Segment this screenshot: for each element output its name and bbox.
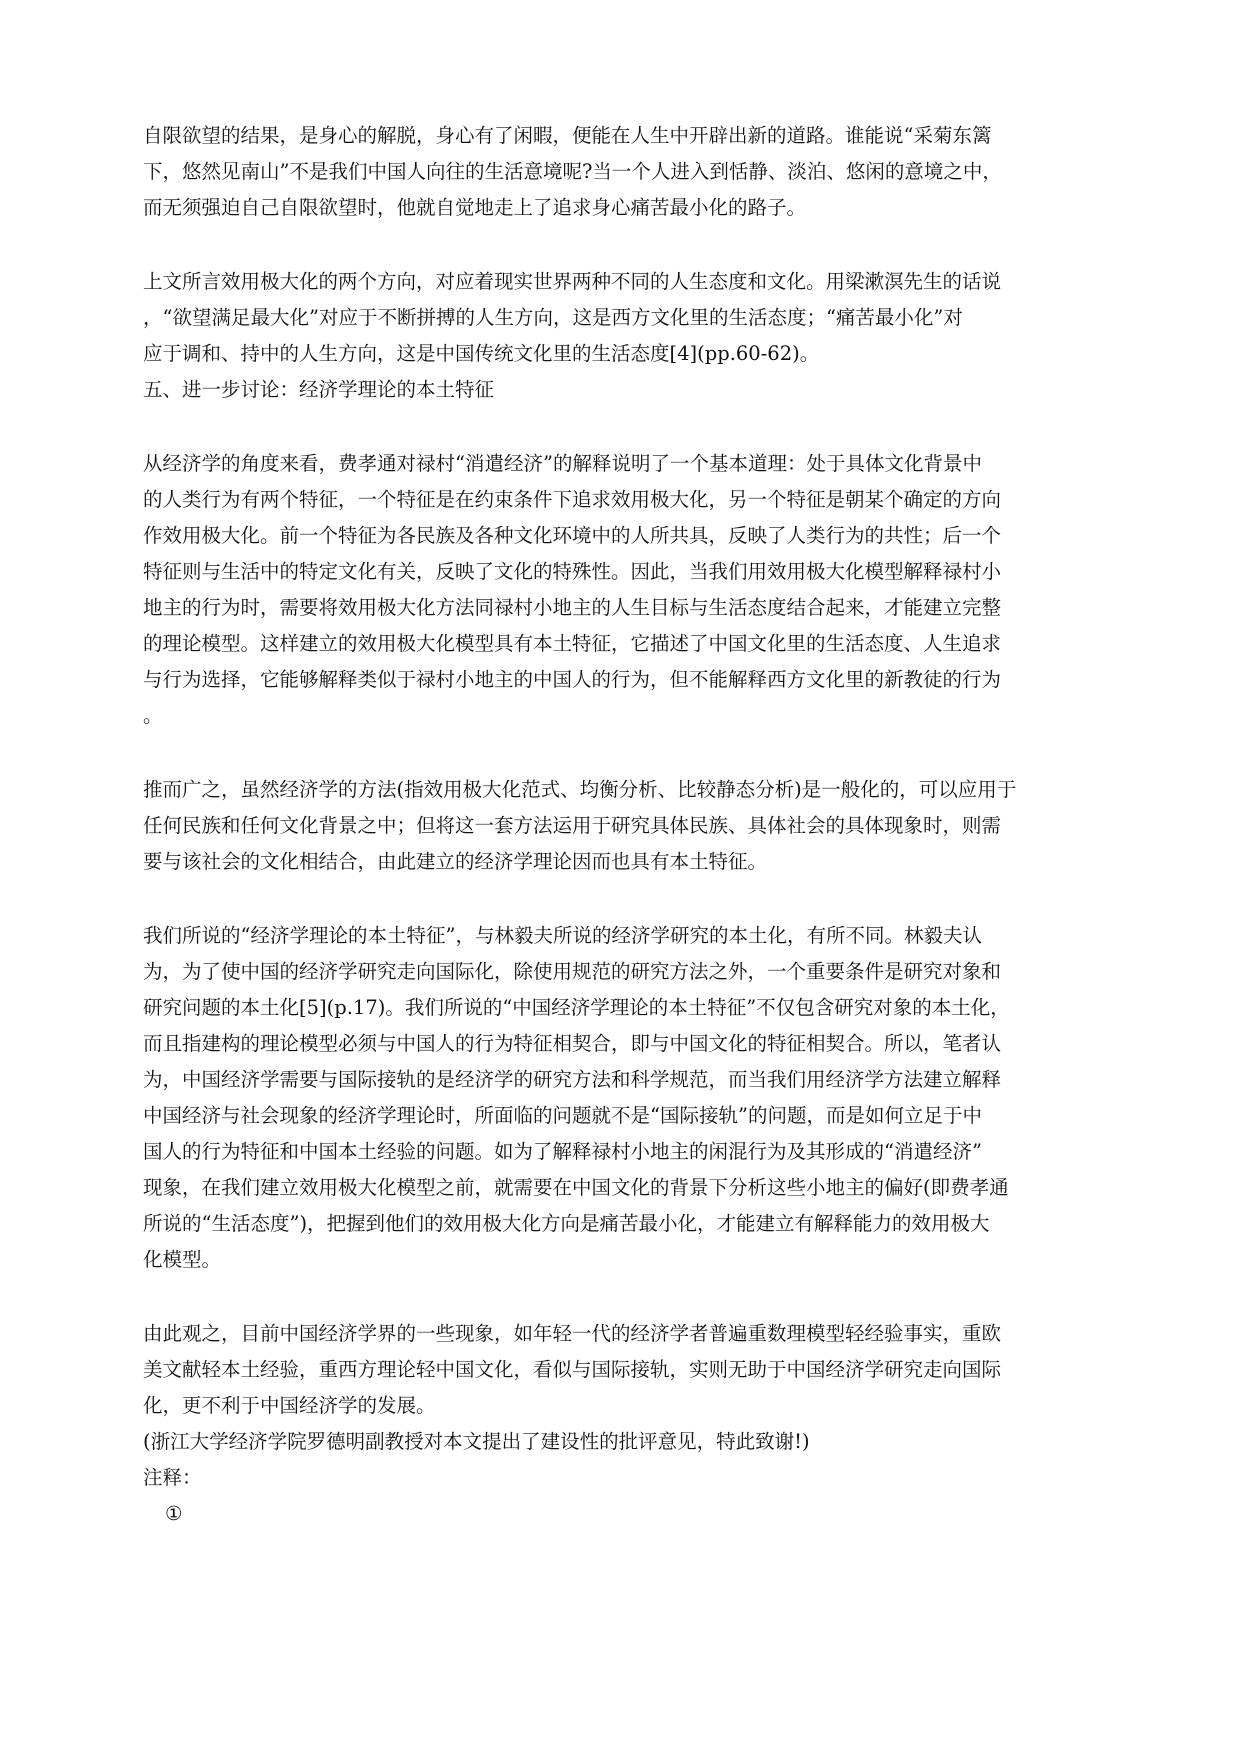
text-line: 国人的行为特征和中国本土经验的问题。如为了解释禄村小地主的闲混行为及其形成的“消遣经济” bbox=[143, 1140, 982, 1163]
text-line: 而且指建构的理论模型必须与中国人的行为特征相契合，即与中国文化的特征相契合。所以，笔者认 bbox=[143, 1032, 1002, 1055]
text-line: 下，悠然见南山”不是我们中国人向往的生活意境呢?当一个人进入到恬静、淡泊、悠闲的意境之中， bbox=[143, 160, 1002, 183]
section-heading bbox=[143, 372, 1111, 408]
text-line: 应于调和、持中的人生方向，这是中国传统文化里的生活态度[4](pp.60-62)。 bbox=[143, 342, 820, 365]
text-line: 中国经济与社会现象的经济学理论时，所面临的问题就不是“国际接轨”的问题，而是如何立足于中 bbox=[143, 1104, 982, 1127]
text-line: 现象，在我们建立效用极大化模型之前，就需要在中国文化的背景下分析这些小地主的偏好(即费孝通 bbox=[143, 1176, 1009, 1199]
text-line: 自限欲望的结果，是身心的解脱，身心有了闲暇，便能在人生中开辟出新的道路。谁能说“采菊东篱 bbox=[143, 124, 992, 147]
text-line: 上文所言效用极大化的两个方向，对应着现实世界两种不同的人生态度和文化。用梁漱溟先生的话说 bbox=[143, 270, 1002, 293]
text-line: 为，中国经济学需要与国际接轨的是经济学的研究方法和科学规范，而当我们用经济学方法建立解释 bbox=[143, 1068, 1002, 1091]
paragraph-continuation bbox=[143, 118, 1111, 226]
text-line: 。 bbox=[143, 704, 163, 727]
text-line: 我们所说的“经济学理论的本土特征”，与林毅夫所说的经济学研究的本土化，有所不同。林毅夫认 bbox=[143, 924, 982, 947]
document-page bbox=[143, 118, 1111, 1532]
text-line: ，“欲望满足最大化”对应于不断拼搏的人生方向，这是西方文化里的生活态度；“痛苦最小化”对 bbox=[143, 306, 963, 329]
notes-section bbox=[143, 1460, 1111, 1532]
text-line: 地主的行为时，需要将效用极大化方法同禄村小地主的人生目标与生活态度结合起来，才能建立完整 bbox=[143, 596, 1002, 619]
notes-label: 注释： bbox=[143, 1466, 202, 1489]
text-line: 由此观之，目前中国经济学界的一些现象，如年轻一代的经济学者普遍重数理模型轻经验事实，重欧 bbox=[143, 1322, 1002, 1345]
text-line: 的理论模型。这样建立的效用极大化模型具有本土特征，它描述了中国文化里的生活态度、人生追求 bbox=[143, 632, 1002, 655]
text-line: 推而广之，虽然经济学的方法(指效用极大化范式、均衡分析、比较静态分析)是一般化的，可以应用于 bbox=[143, 778, 1017, 801]
text-line: 特征则与生活中的特定文化有关，反映了文化的特殊性。因此，当我们用效用极大化模型解释禄村小 bbox=[143, 560, 1002, 583]
paragraph-generalize bbox=[143, 772, 1111, 880]
text-line: 而无须强迫自己自限欲望时，他就自觉地走上了追求身心痛苦最小化的路子。 bbox=[143, 196, 807, 219]
text-line: 的人类行为有两个特征，一个特征是在约束条件下追求效用极大化，另一个特征是朝某个确定的方向 bbox=[143, 488, 1002, 511]
text-line: 为，为了使中国的经济学研究走向国际化，除使用规范的研究方法之外，一个重要条件是研究对象和 bbox=[143, 960, 1002, 983]
section-heading-text: 五、进一步讨论：经济学理论的本土特征 bbox=[143, 378, 495, 401]
note-marker: ① bbox=[165, 1502, 183, 1525]
text-line: 所说的“生活态度”)，把握到他们的效用极大化方向是痛苦最小化，才能建立有解释能力的效用极大 bbox=[143, 1212, 990, 1235]
paragraph-two-directions bbox=[143, 264, 1111, 372]
acknowledgement-text: (浙江大学经济学院罗德明副教授对本文提出了建设性的批评意见，特此致谢!) bbox=[143, 1430, 810, 1453]
paragraph-economics-angle bbox=[143, 446, 1111, 734]
text-line: 研究问题的本土化[5](p.17)。我们所说的“中国经济学理论的本土特征”不仅包含研究对象的本土化， bbox=[143, 996, 1010, 1019]
text-line: 化模型。 bbox=[143, 1248, 222, 1271]
acknowledgement bbox=[143, 1424, 1111, 1460]
text-line: 化，更不利于中国经济学的发展。 bbox=[143, 1394, 436, 1417]
paragraph-localization bbox=[143, 918, 1111, 1278]
text-line: 与行为选择，它能够解释类似于禄村小地主的中国人的行为，但不能解释西方文化里的新教徒的行为 bbox=[143, 668, 1002, 691]
paragraph-conclusion bbox=[143, 1316, 1111, 1424]
text-line: 任何民族和任何文化背景之中；但将这一套方法运用于研究具体民族、具体社会的具体现象时，则需 bbox=[143, 814, 1002, 837]
text-line: 要与该社会的文化相结合，由此建立的经济学理论因而也具有本土特征。 bbox=[143, 850, 768, 873]
text-line: 作效用极大化。前一个特征为各民族及各种文化环境中的人所共具，反映了人类行为的共性；后一个 bbox=[143, 524, 1002, 547]
text-line: 从经济学的角度来看，费孝通对禄村“消遣经济”的解释说明了一个基本道理：处于具体文化背景中 bbox=[143, 452, 982, 475]
text-line: 美文献轻本土经验，重西方理论轻中国文化，看似与国际接轨，实则无助于中国经济学研究走向国际 bbox=[143, 1358, 1002, 1381]
